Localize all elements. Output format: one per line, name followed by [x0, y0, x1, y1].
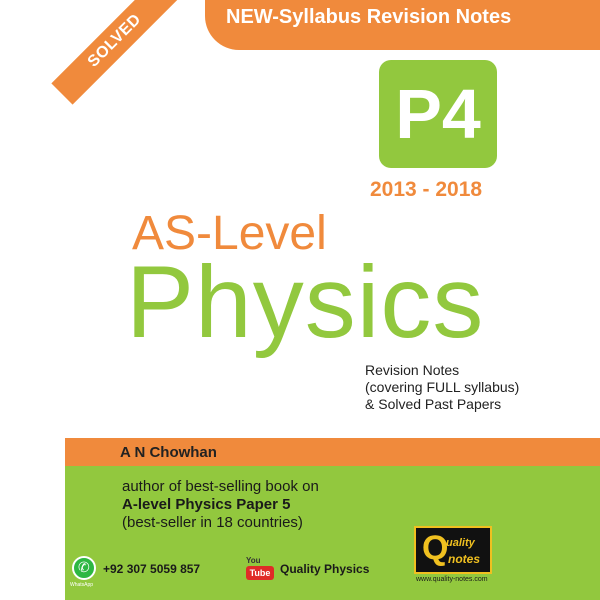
banner-text: NEW-Syllabus Revision Notes: [226, 6, 512, 28]
logo-word-1: uality: [446, 537, 475, 549]
description: [365, 362, 519, 413]
website-url: www.quality-notes.com: [416, 576, 488, 583]
description-line: & Solved Past Papers: [365, 396, 502, 412]
author-info-line: (best-seller in 18 countries): [122, 514, 303, 531]
level-title: AS-Level: [132, 207, 327, 260]
ribbon-text: SOLVED: [84, 10, 145, 71]
youtube-icon-top: You: [246, 556, 261, 565]
author-name: A N Chowhan: [120, 444, 217, 461]
description-line: Revision Notes: [365, 362, 460, 378]
subject-title: Physics: [126, 245, 485, 359]
youtube-channel: Quality Physics: [280, 562, 370, 576]
year-range: 2013 - 2018: [370, 178, 483, 201]
description-line: (covering FULL syllabus): [365, 379, 520, 395]
author-info-line: author of best-selling book on: [122, 478, 319, 495]
solved-ribbon: [51, 0, 178, 105]
whatsapp-icon: [72, 556, 96, 580]
youtube-icon-bottom: Tube: [246, 566, 274, 580]
paper-badge: [379, 60, 497, 168]
phone-number: +92 307 5059 857: [103, 562, 201, 576]
badge-text: P4: [395, 75, 481, 153]
author-book-title: A-level Physics Paper 5: [122, 496, 291, 513]
whatsapp-label: WhatsApp: [70, 582, 94, 588]
youtube-icon: [246, 556, 274, 582]
logo-word-2: notes: [448, 552, 481, 566]
quality-notes-logo: [414, 526, 492, 574]
author-info: [122, 478, 319, 532]
logo-q: Q: [422, 529, 449, 567]
